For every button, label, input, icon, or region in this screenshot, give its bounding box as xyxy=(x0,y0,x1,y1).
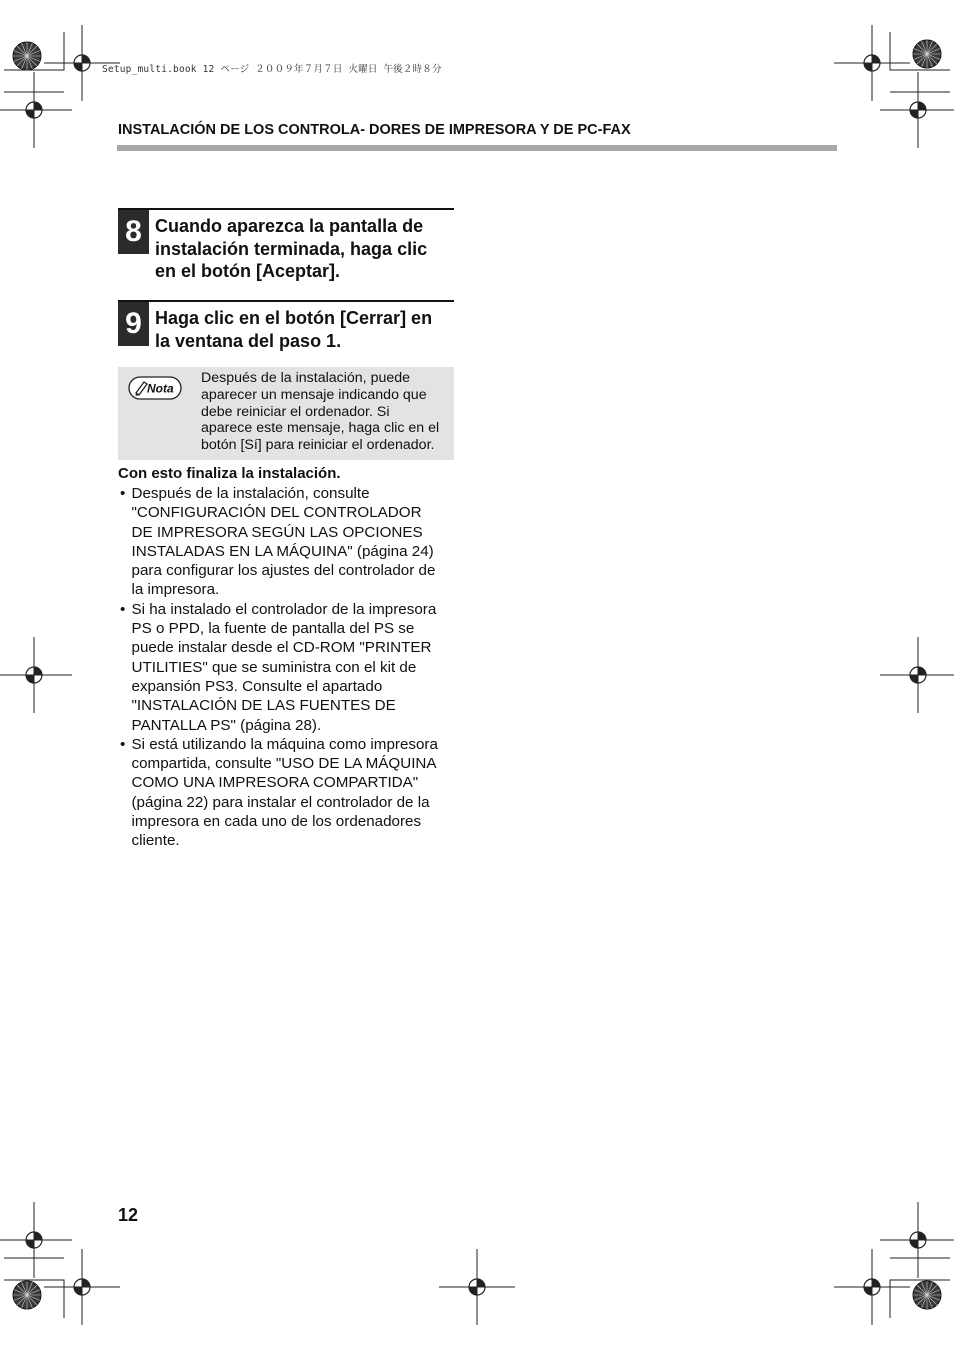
list-line: expansión PS3. Consulte el apartado xyxy=(131,677,383,695)
note-text xyxy=(201,370,449,454)
note-badge xyxy=(128,376,182,400)
bullet-icon: • xyxy=(120,485,126,502)
print-info: Setup_multi.book 12 ページ ２００９年７月７日 火曜日 午後２時８分 xyxy=(102,64,442,75)
list-line: "CONFIGURACIÓN DEL CONTROLADOR xyxy=(131,504,422,522)
running-header: INSTALACIÓN DE LOS CONTROLA- DORES DE IMPRESORA Y DE PC-FAX xyxy=(118,122,631,138)
list-line: UTILITIES" que se suministra con el kit de xyxy=(131,658,417,676)
list-line: PANTALLA PS" (página 28). xyxy=(131,716,322,734)
step-text xyxy=(155,307,455,352)
note-line: aparece este mensaje, haga clic en el xyxy=(201,420,440,437)
step-number: 9 xyxy=(118,302,149,346)
list-item xyxy=(118,484,458,600)
list-line: para configurar los ajustes del controlador de xyxy=(131,562,436,580)
list-line: Si ha instalado el controlador de la impresora xyxy=(131,600,437,618)
list-line: compartida, consulte "USO DE LA MÁQUINA xyxy=(131,755,437,773)
note-badge-label: Nota xyxy=(147,381,174,396)
step-9 xyxy=(118,300,454,356)
step-line: Cuando aparezca la pantalla de xyxy=(155,216,424,236)
list-line: Si está utilizando la máquina como impresora xyxy=(131,735,438,753)
list-line: DE IMPRESORA SEGÚN LAS OPCIONES xyxy=(131,523,423,541)
list-line: impresora en cada uno de los ordenadores xyxy=(131,813,422,831)
conclusion-heading: Con esto finaliza la instalación. xyxy=(118,465,341,482)
list-item xyxy=(118,600,458,735)
step-8 xyxy=(118,208,454,282)
list-line: cliente. xyxy=(131,832,180,850)
list-line: "INSTALACIÓN DE LAS FUENTES DE xyxy=(131,697,396,715)
list-line: PS o PPD, la fuente de pantalla del PS se xyxy=(131,620,415,638)
step-text xyxy=(155,215,455,283)
step-number: 8 xyxy=(118,210,149,254)
bullet-icon: • xyxy=(120,735,126,753)
list-line: Después de la instalación, consulte xyxy=(131,485,370,502)
list-line: la impresora. xyxy=(131,581,220,599)
list-line: puede instalar desde el CD-ROM "PRINTER xyxy=(131,639,432,657)
page-number: 12 xyxy=(118,1205,139,1225)
bullet-list xyxy=(118,484,458,851)
note-line: botón [Sí] para reiniciar el ordenador. xyxy=(201,437,435,454)
note-box xyxy=(118,367,454,460)
header-rule xyxy=(117,145,837,151)
note-line: aparecer un mensaje indicando que xyxy=(201,386,427,403)
step-line: Haga clic en el botón [Cerrar] en xyxy=(155,308,433,328)
step-line: la ventana del paso 1. xyxy=(155,330,342,351)
note-line: debe reiniciar el ordenador. Si xyxy=(201,403,390,420)
step-line: instalación terminada, haga clic xyxy=(155,238,428,259)
note-line: Después de la instalación, puede xyxy=(201,370,411,386)
list-line: (página 22) para instalar el controlador de la xyxy=(131,793,430,811)
list-line: INSTALADAS EN LA MÁQUINA" (página 24) xyxy=(131,542,434,560)
list-item xyxy=(118,735,458,851)
bullet-icon: • xyxy=(120,600,126,618)
list-line: COMO UNA IMPRESORA COMPARTIDA" xyxy=(131,774,419,792)
step-line: en el botón [Aceptar]. xyxy=(155,261,341,281)
